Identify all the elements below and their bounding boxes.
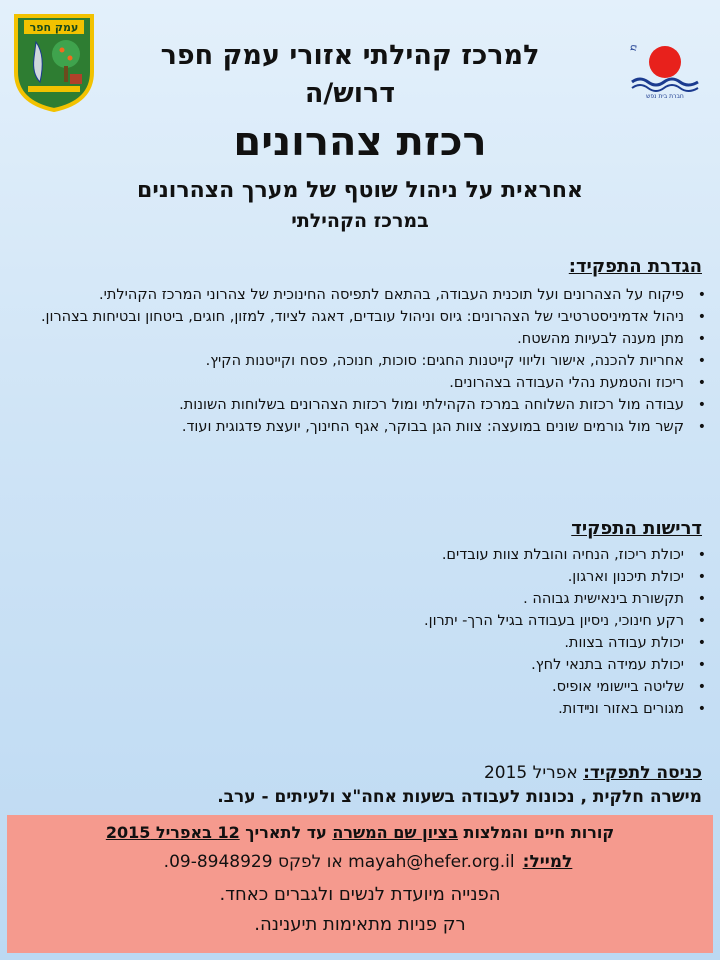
list-item: • שליטה ביישומי אופיס. [8, 676, 684, 698]
list-item: • רקע חינוכי, ניסיון בעבודה בגיל הרך- יתרון. [8, 610, 684, 632]
job-title: רכזת צהרונים [233, 119, 487, 165]
contact-deadline: 12 באפריל 2015 [105, 823, 240, 842]
email-label: למייל: [522, 852, 573, 872]
list-item: • יכולת תיכנון וארגון. [8, 566, 684, 588]
list-item: • ריכוז והטמעת נהלי העבודה בצהרונים. [8, 372, 684, 394]
start-date [484, 762, 702, 784]
requirements-list [8, 544, 720, 720]
definition-heading: הגדרת התפקיד: [568, 256, 702, 277]
start-date-label: כניסה לתפקיד: [583, 763, 702, 783]
council-emblem-logo [10, 12, 98, 112]
list-item: • אחריות להכנה, אישור וליווי קייטנות החגים: סוכות, חנוכה, פסח וקייטנות הקיץ. [8, 350, 684, 372]
contact-text: עד לתאריך [239, 823, 333, 842]
list-item: • עבודה מול רכזות השלוחה במרכז הקהילתי ומול רכזות הצהרונים בשלוחות השונות. [8, 394, 684, 416]
community-center-logo [626, 10, 704, 100]
list-item: • יכולת עמידה בתנאי לחץ. [8, 654, 684, 676]
list-item: • יכולת עבודה בצוות. [8, 632, 684, 654]
contact-text: קורות חיים והמלצות [457, 823, 615, 842]
logo-subtext: חברת בית נפש [646, 93, 684, 100]
list-item: • ניהול אדמיניסטרטיבי של הצהרונים: גיוס וניהול עובדים, דאגה לציוד, למזון, חוגים, ביטחון ובטיחות בצהרון. [8, 306, 684, 328]
email-link[interactable]: mayah@hefer.org.il [348, 852, 515, 872]
list-item: • יכולת ריכוז, הנחיה והובלת צוות עובדים. [8, 544, 684, 566]
header-line-1: למרכז קהילתי אזורי עמק חפר [160, 40, 540, 71]
requirements-heading: דרישות התפקיד [571, 518, 702, 539]
council-name-text: עמק חפר [29, 21, 79, 34]
contact-instructions [40, 822, 680, 844]
list-item: • פיקוח על הצהרונים ועל תוכנית העבודה, בהתאם לתפיסה החינוכית של צהרוני המרכז הקהילתי. [8, 284, 684, 306]
header-line-2: דרוש/ה [304, 78, 396, 109]
response-note: רק פניות מתאימות תיענינה. [254, 914, 466, 935]
job-subtitle-2: במרכז הקהילתי [291, 210, 429, 232]
fax-number: או לפקס 09-8948929. [163, 852, 349, 872]
start-date-value: אפריל 2015 [483, 763, 584, 783]
list-item: • תקשורת בינאישית גבוהה . [8, 588, 684, 610]
list-item: • מגורים באזור ונײדות. [8, 698, 684, 720]
contact-position-note: בציון שם המשרה [332, 823, 458, 842]
job-subtitle-1: אחראית על ניהול שוטף של מערך הצהרונים [137, 178, 583, 203]
definition-list [8, 284, 720, 438]
list-item: • קשר מול גורמים שונים במועצה: צוות הגן בבוקר, אגף החינוך, יועצת פדגוגית ועוד. [8, 416, 684, 438]
equal-opportunity-note: הפנייה מיועדת לנשים ולגברים כאחד. [219, 884, 501, 905]
logo-arc-text: מ [627, 43, 640, 52]
list-item: • מתן מענה לבעיות מהשטח. [8, 328, 684, 350]
contact-details [40, 850, 696, 874]
svg-text:מרכז קהילתי אזורי [626, 10, 640, 52]
job-scope: מישרה חלקית , נכונות לעבודה בשעות אחה"צ ולעיתים - ערב. [217, 787, 702, 807]
